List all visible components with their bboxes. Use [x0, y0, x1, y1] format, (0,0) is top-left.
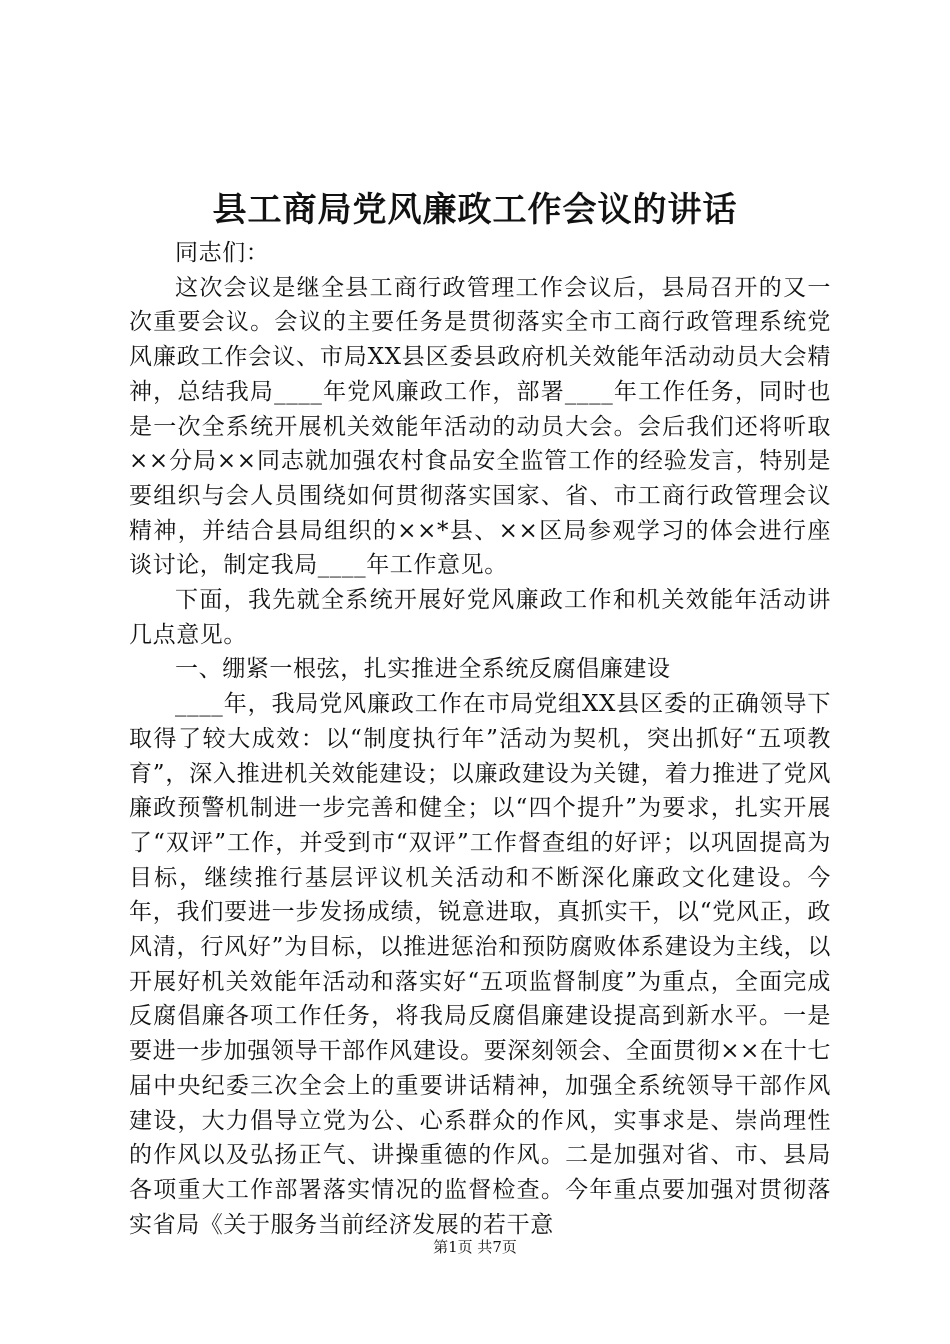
- intro-paragraph: 这次会议是继全县工商行政管理工作会议后，县局召开的又一次重要会议。会议的主要任务是贯彻落实全市工商行政管理系统党风廉政工作会议、市局XX县区委县政府机关效能年活动动员大会精神，总结我局____年党风廉政工作，部署____年工作任务，同时也是一次全系统开展机关效能年活动的动员大会。会后我们还将听取××分局××同志就加强农村食品安全监管工作的经验发言，特别是要组织与会人员围绕如何贯彻落实国家、省、市工商行政管理会议精神，并结合县局组织的××*县、××区局参观学习的体会进行座谈讨论，制定我局____年工作意见。: [129, 274, 831, 579]
- document-body: [129, 236, 831, 1242]
- page-number-footer: 第1页 共7页: [433, 1238, 517, 1256]
- section-one-paragraph: ____年，我局党风廉政工作在市局党组XX县区委的正确领导下取得了较大成效：以“制度执行年”活动为契机，突出抓好“五项教育”，深入推进机关效能建设；以廉政建设为关键，着力推进了党风廉政预警机制进一步完善和健全；以“四个提升”为要求，扎实开展了“双评”工作，并受到市“双评”工作督查组的好评；以巩固提高为目标，继续推行基层评议机关活动和不断深化廉政文化建设。今年，我们要进一步发扬成绩，锐意进取，真抓实干，以“党风正，政风清，行风好”为目标，以推进惩治和预防腐败体系建设为主线，以开展好机关效能年活动和落实好“五项监督制度”为重点，全面完成反腐倡廉各项工作任务，将我局反腐倡廉建设提高到新水平。一是要进一步加强领导干部作风建设。要深刻领会、全面贯彻××在十七届中央纪委三次全会上的重要讲话精神，加强全系统领导干部作风建设，大力倡导立党为公、心系群众的作风，实事求是、崇尚理性的作风以及弘扬正气、讲操重德的作风。二是加强对省、市、县局各项重大工作部署落实情况的监督检查。今年重点要加强对贯彻落实省局《关于服务当前经济发展的若干意: [129, 691, 831, 1238]
- transition-paragraph: 下面，我先就全系统开展好党风廉政工作和机关效能年活动讲几点意见。: [129, 587, 831, 648]
- section-heading: 一、绷紧一根弦，扎实推进全系统反腐倡廉建设: [175, 656, 671, 683]
- salutation-paragraph: 同志们：: [175, 240, 270, 266]
- document-title: 县工商局党风廉政工作会议的讲话: [212, 190, 738, 230]
